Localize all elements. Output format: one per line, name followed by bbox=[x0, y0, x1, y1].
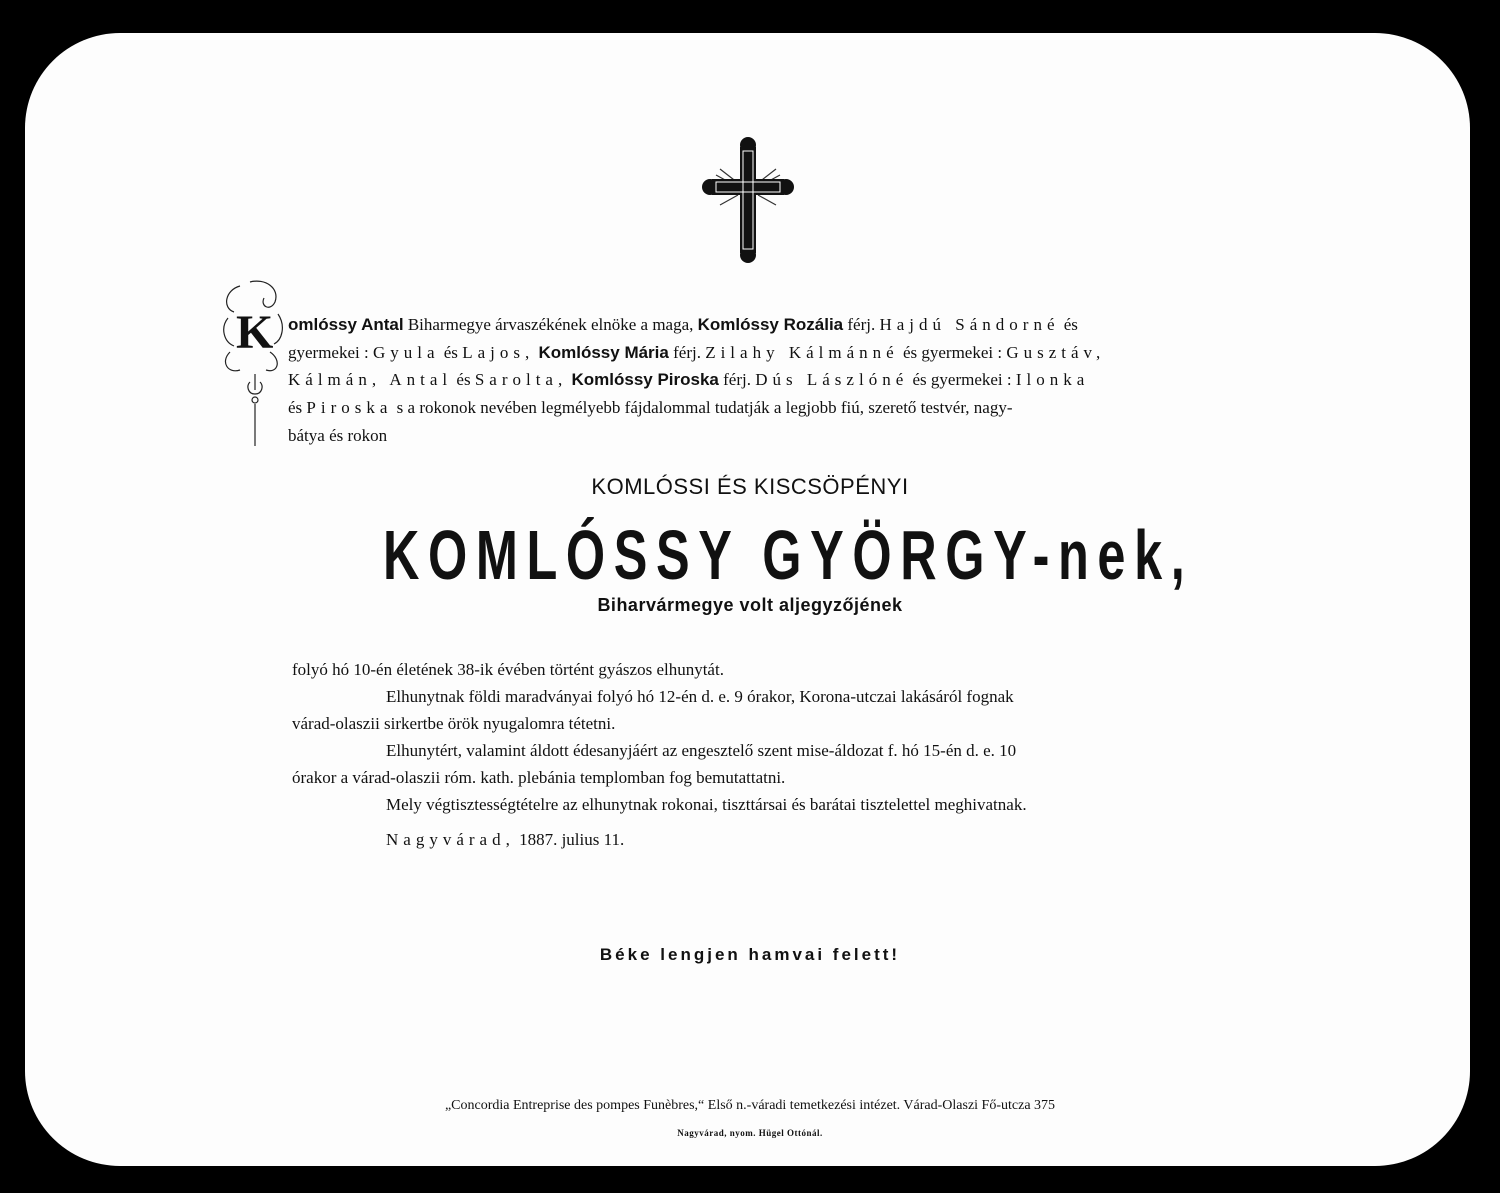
funeral-home-imprint: „Concordia Entreprise des pompes Funèbres,“ Első n.-váradi temetkezési intézet. Várad-Olaszi Fő-utcza 375 bbox=[444, 1098, 1056, 1113]
intro-text: és gyermekei : bbox=[898, 343, 1007, 362]
svg-text:K: K bbox=[236, 306, 274, 359]
intro-text: és bbox=[452, 370, 475, 389]
intro-line-2 bbox=[288, 340, 1105, 366]
intro-text: Biharmegye árvaszékének elnöke a maga, bbox=[403, 315, 698, 334]
intro-text: Dús Lászlóné bbox=[755, 370, 909, 389]
body-line-1: folyó hó 10-én életének 38-ik évében történt gyászos elhunytát. bbox=[292, 660, 724, 679]
intro-text: bátya és rokon bbox=[288, 426, 388, 445]
intro-line-1 bbox=[288, 312, 1078, 338]
person-name: omlóssy Antal bbox=[288, 315, 404, 334]
body-line-2: Elhunytnak földi maradványai folyó hó 12-én d. e. 9 órakor, Korona-utczai lakásáról fognak bbox=[386, 687, 1014, 706]
deceased-name: KOMLÓSSY GYÖRGY-nek, bbox=[383, 516, 1194, 594]
deceased-office: Biharvármegye volt aljegyzőjének bbox=[597, 595, 903, 615]
closing-blessing: Béke lengjen hamvai felett! bbox=[599, 945, 901, 964]
intro-text: s a rokonok nevében legmélyebb fájdalommal tudatják a legjobb fiú, szerető testvér, nagy- bbox=[392, 398, 1013, 417]
intro-text: Hajdú Sándorné bbox=[879, 315, 1060, 334]
intro-text: és gyermekei : bbox=[908, 370, 1016, 389]
family-predicate: KOMLÓSSI ÉS KISCSÖPÉNYI bbox=[591, 474, 909, 499]
intro-text: és bbox=[1059, 315, 1078, 334]
body-line-4: Elhunytért, valamint áldott édesanyjáért az engesztelő szent mise-áldozat f. hó 15-én d. e. 10 bbox=[386, 741, 1017, 760]
body-line-5: órakor a várad-olaszii róm. kath. plebánia templomban fog bemutattatni. bbox=[292, 768, 786, 787]
intro-text: Piroska bbox=[306, 398, 393, 417]
person-name: Komlóssy Piroska bbox=[571, 370, 719, 389]
notice-date: 1887. julius 11. bbox=[514, 830, 625, 849]
place-name: Nagyvárad, bbox=[386, 830, 515, 849]
person-name: Komlóssy Rozália bbox=[697, 315, 844, 334]
intro-text: és bbox=[288, 398, 307, 417]
intro-text: férj. bbox=[718, 370, 756, 389]
body-line-6: Mely végtisztességtételre az elhunytnak rokonai, tiszttársai és barátai tisztelettel meghivatnak. bbox=[386, 795, 1027, 814]
cross-icon bbox=[698, 135, 798, 267]
body-line-3: várad-olaszii sirkertbe örök nyugalomra tétetni. bbox=[292, 714, 616, 733]
intro-text: Kálmán, Antal bbox=[288, 370, 453, 389]
person-name: Komlóssy Mária bbox=[538, 343, 669, 362]
intro-text: férj. bbox=[843, 315, 880, 334]
place-date-line bbox=[386, 830, 624, 850]
ornamental-initial-k bbox=[220, 278, 290, 448]
intro-text: és bbox=[439, 343, 463, 362]
printer-credit: Nagyvárad, nyom. Hügel Ottónál. bbox=[677, 1128, 823, 1138]
intro-text: Ilonka bbox=[1015, 370, 1090, 389]
intro-text: Zilahy Kálmánné bbox=[705, 343, 899, 362]
intro-text: férj. bbox=[668, 343, 706, 362]
intro-line-5 bbox=[288, 423, 387, 449]
intro-text: Sarolta, bbox=[474, 370, 568, 389]
intro-line-3 bbox=[288, 367, 1089, 393]
intro-text: Gyula bbox=[372, 343, 440, 362]
intro-text: Lajos, bbox=[462, 343, 535, 362]
intro-line-4 bbox=[288, 395, 1013, 421]
intro-text: Gusztáv, bbox=[1006, 343, 1106, 362]
intro-text: gyermekei : bbox=[288, 343, 373, 362]
